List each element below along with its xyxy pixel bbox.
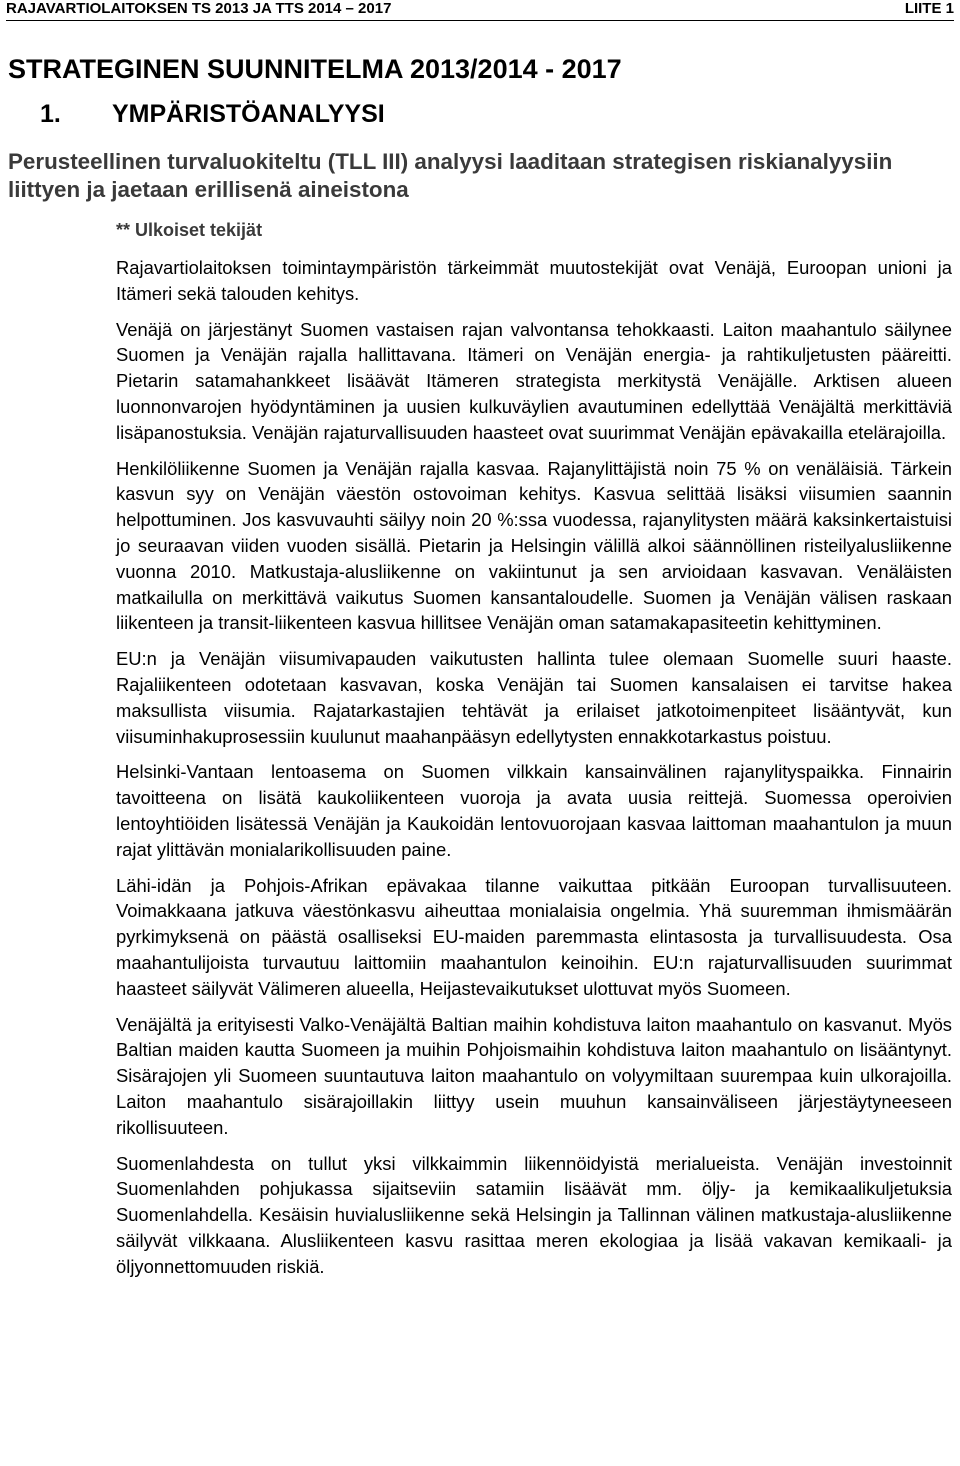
- intro-paragraph: Perusteellinen turvaluokiteltu (TLL III) analyysi laaditaan strategisen riskianalyysiin liittyen ja jaetaan erillisenä aineistona: [8, 149, 893, 202]
- page-header: [6, 0, 954, 21]
- paragraph: Henkilöliikenne Suomen ja Venäjän rajalla kasvaa. Rajanylittäjistä noin 75 % on venäläisiä. Tärkein kasvun syy on Venäjän väestön ostovoiman kehitys. Kasvua selittää lisäksi viisumien saannin helpottuminen. Jos kasvuvauhti säilyy noin 20 %:ssa vuodessa, rajanylitysten määrä kaksinkertaistuisi jo seuraavan viiden vuoden sisällä. Pietarin ja Helsingin välillä alkoi säännöllinen risteilyalusliikenne vuonna 2010. Matkustaja-alusliikenne on vakiintunut ja sen arvioidaan kasvavan. Venäläisten matkailulla on merkittävä vaikutus Suomen kansantaloudelle. Suomen ja Venäjän välisen raskaan liikenteen ja transit-liikenteen kasvua hillitsee Venäjän oman satamakapasiteetin kehittyminen.: [116, 457, 952, 634]
- paragraph: Helsinki-Vantaan lentoasema on Suomen vilkkain kansainvälinen rajanylityspaikka. Finnairin tavoitteena on lisätä kaukoliikenteen vuoroja ja avata uusia reittejä. Suomessa operoivien lentoyhtiöiden lisätessä Venäjän ja Kaukoidän lentovuorojaan kasvaa laittoman maahantulon ja muun rajat ylittävän monialarikollisuuden paine.: [116, 761, 952, 860]
- section-number: 1.: [40, 100, 61, 128]
- section-heading: [40, 98, 385, 130]
- paragraph: Lähi-idän ja Pohjois-Afrikan epävakaa tilanne vaikuttaa pitkään Euroopan turvallisuuteen. Voimakkaana jatkuva väestönkasvu aiheuttaa monialaisia ongelmia. Yhä suuremman ihmismäärän pyrkimyksenä on päästä osalliseksi EU-maiden paremmasta elintasosta ja turvallisuudesta. Osa maahantulijoista turvautuu laittomiin maahantulon keinoihin. EU:n rajaturvallisuuden suurimmat haasteet säilyvät Välimeren alueella, Heijastevaikutukset ulottuvat myös Suomeen.: [116, 874, 952, 999]
- body-text: [116, 255, 952, 1289]
- header-document-id: RAJAVARTIOLAITOKSEN TS 2013 JA TTS 2014 – 2017: [6, 0, 392, 17]
- paragraph: Rajavartiolaitoksen toimintaympäristön tärkeimmät muutostekijät ovat Venäjä, Euroopan unioni ja Itämeri sekä talouden kehitys.: [116, 257, 952, 304]
- header-appendix-label: LIITE 1: [904, 0, 954, 17]
- paragraph: Venäjä on järjestänyt Suomen vastaisen rajan valvontansa tehokkaasti. Laiton maahantulo säilynee Suomen ja Venäjän rajalla hallittavana. Itämeri on Venäjän energia- ja rahtikuljetusten pääreitti. Pietarin satamahankkeet lisäävät Itämeren strategista merkitystä Venäjälle. Arktisen alueen luonnonvarojen hyödyntäminen ja uusien kulkuväylien avautuminen edellyttää Venäjältä merkittäviä lisäpanostuksia. Venäjän rajaturvallisuuden haasteet ovat suurimmat Venäjän epävakailla etelärajoilla.: [116, 318, 952, 443]
- document-title: STRATEGINEN SUUNNITELMA 2013/2014 - 2017: [8, 54, 622, 84]
- subheading: ** Ulkoiset tekijät: [116, 220, 263, 240]
- section-title: YMPÄRISTÖANALYYSI: [112, 100, 385, 128]
- paragraph: EU:n ja Venäjän viisumivapauden vaikutusten hallinta tulee olemaan Suomelle suuri haaste. Rajaliikenteen odotetaan kasvavan, koska Venäjän tai Suomen kansalaisen ei tarvitse hakea maksullista viisumia. Rajatarkastajien tehtävät ja erilaiset jatkotoimenpiteet lisääntyvät, kun viisuminhakuprosessiin kuulunut maahanpääsyn edellytysten ennakkotarkastus poistuu.: [116, 648, 952, 747]
- paragraph: Suomenlahdesta on tullut yksi vilkkaimmin liikennöidyistä merialueista. Venäjän investoinnit Suomenlahden pohjukassa sijaitseviin satamiin lisäävät mm. öljy- ja kemikaalikuljetuksia Suomenlahdella. Kesäisin huvialusliikenne sekä Helsingin ja Tallinnan välinen matkustaja-alusliikenne säilyvät vilkkaana. Alusliikenteen kasvu rasittaa meren ekologiaa ja lisää vakavan kemikaali- ja öljyonnettomuuden riskiä.: [116, 1152, 952, 1277]
- paragraph: Venäjältä ja erityisesti Valko-Venäjältä Baltian maihin kohdistuva laiton maahantulo on kasvanut. Myös Baltian maiden kautta Suomeen ja muihin Pohjoismaihin kohdistuva laiton maahantulo on lisääntynyt. Sisärajojen yli Suomeen suuntautuva laiton maahantulo on volyymiltaan suurempaa kuin ulkorajoilla. Laiton maahantulo sisärajoillakin liittyy usein muuhun kansainväliseen järjestäytyneeseen rikollisuuteen.: [116, 1013, 952, 1138]
